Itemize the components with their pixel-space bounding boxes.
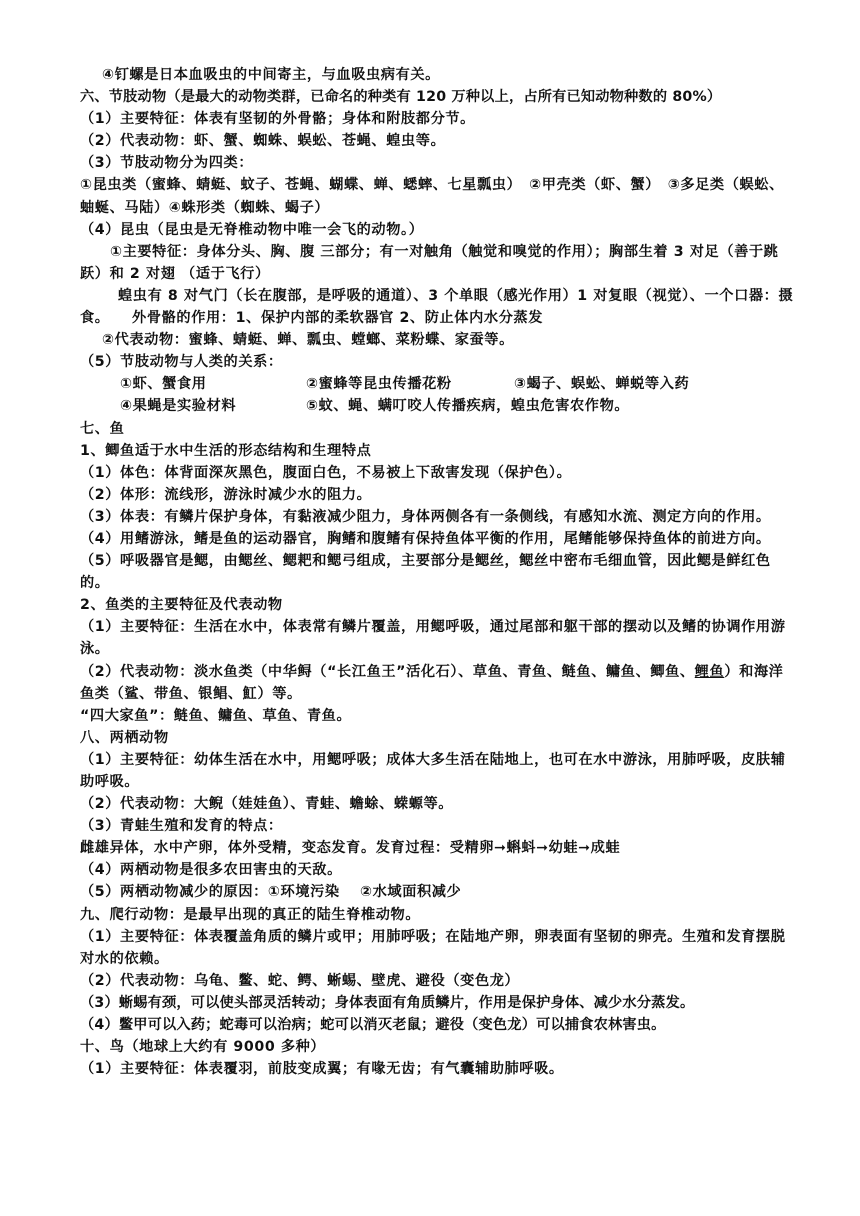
text-paragraph: （1）主要特征：体表覆盖角质的鳞片或甲；用肺呼吸；在陆地产卵，卵表面有坚韧的卵壳。生殖和发育摆脱对水的依赖。 bbox=[80, 928, 786, 967]
text-line: （2）体形：流线形，游泳时减少水的阻力。 bbox=[80, 486, 372, 503]
text-line: （3）节肢动物分为四类： bbox=[80, 155, 254, 172]
text-line: ②代表动物：蜜蜂、蜻蜓、蝉、瓢虫、螳螂、菜粉蝶、家蚕等。 bbox=[102, 332, 514, 349]
text-line: （1）主要特征：体表有坚韧的外骨骼；身体和附肢都分节。 bbox=[80, 111, 475, 128]
text-line: “四大家鱼”：鲢鱼、鳙鱼、草鱼、青鱼。 bbox=[80, 707, 352, 724]
text-paragraph bbox=[80, 661, 798, 705]
text-line: （4）昆虫（昆虫是无脊椎动物中唯一会飞的动物。） bbox=[80, 221, 424, 238]
section-heading-birds: 十、鸟（地球上大约有 9000 多种） bbox=[80, 1039, 326, 1056]
text-paragraph: （1）主要特征：生活在水中，体表常有鳞片覆盖，用鳃呼吸，通过尾部和躯干部的摆动以及鳍的协调作用游泳。 bbox=[80, 619, 786, 658]
section-heading-fish: 七、鱼 bbox=[80, 420, 125, 437]
section-heading-reptiles: 九、爬行动物：是最早出现的真正的陆生脊椎动物。 bbox=[80, 906, 421, 923]
text-paragraph: ①主要特征：身体分头、胸、腹 三部分；有一对触角（触觉和嗅觉的作用）；胸部生着 3 对足（善于跳跃）和 2 对翅 （适于飞行） bbox=[80, 243, 779, 282]
relation-item: ③蝎子、蜈蚣、蝉蜕等入药 bbox=[514, 376, 690, 393]
text-line: （1）体色：体背面深灰黑色，腹面白色，不易被上下敌害发现（保护色）。 bbox=[80, 464, 572, 481]
text-paragraph: ①昆虫类（蜜蜂、蜻蜓、蚊子、苍蝇、蝴蝶、蝉、蟋蟀、七星瓢虫） ②甲壳类（虾、蟹） ③多足类（蜈蚣、蚰蜒、马陆）④蛛形类（蜘蛛、蝎子） bbox=[80, 177, 784, 216]
underlined-text: 鲤鱼 bbox=[694, 663, 725, 680]
text-span: ）和海洋鱼类（鲨、带鱼、银鲳、魟）等。 bbox=[80, 663, 784, 702]
text-span: （2）代表动物：淡水鱼类（中华鲟（“长江鱼王”活化石）、草鱼、青鱼、鲢鱼、鳙鱼、鲫鱼、 bbox=[80, 663, 695, 680]
text-line: （3）青蛙生殖和发育的特点： bbox=[80, 818, 283, 835]
subheading: 2、鱼类的主要特征及代表动物 bbox=[80, 597, 283, 614]
text-line: （2）代表动物：大鲵（娃娃鱼）、青蛙、蟾蜍、蝾螈等。 bbox=[80, 796, 454, 813]
text-paragraph: （3）体表：有鳞片保护身体，有黏液减少阻力，身体两侧各有一条侧线，有感知水流、测定方向的作用。 bbox=[80, 508, 771, 525]
text-paragraph: （1）主要特征：幼体生活在水中，用鳃呼吸；成体大多生活在陆地上，也可在水中游泳，用肺呼吸，皮肤辅助呼吸。 bbox=[80, 751, 786, 790]
text-line: （2）代表动物：乌龟、鳖、蛇、鳄、蜥蜴、壁虎、避役（变色龙） bbox=[80, 972, 520, 989]
relation-item: ①虾、蟹食用 bbox=[120, 376, 207, 393]
relation-row-2 bbox=[80, 395, 798, 417]
text-line: （4）两栖动物是很多农田害虫的天敌。 bbox=[80, 862, 342, 879]
relation-item: ②蜜蜂等昆虫传播花粉 bbox=[306, 376, 452, 393]
text-paragraph: 蝗虫有 8 对气门（长在腹部，是呼吸的通道）、3 个单眼（感光作用）1 对复眼（视觉）、一个口器：摄食。 外骨骼的作用：1、保护内部的柔软器官 2、防止体内水分蒸发 bbox=[80, 287, 794, 327]
text-line: 雌雄异体，水中产卵，体外受精，变态发育。发育过程：受精卵➞蝌蚪➞幼蛙➞成蛙 bbox=[80, 840, 621, 857]
subheading: 1、鲫鱼适于水中生活的形态结构和生理特点 bbox=[80, 442, 372, 459]
text-line: （1）主要特征：体表覆羽，前肢变成翼；有喙无齿；有气囊辅助肺呼吸。 bbox=[80, 1061, 564, 1078]
relation-item: ⑤蚊、蝇、螨叮咬人传播疾病，蝗虫危害农作物。 bbox=[306, 398, 630, 415]
text-paragraph: （4）用鳍游泳，鳍是鱼的运动器官，胸鳍和腹鳍有保持鱼体平衡的作用，尾鳍能够保持鱼体的前进方向。 bbox=[80, 530, 771, 547]
document-page bbox=[80, 64, 798, 1080]
text-line: （2）代表动物：虾、蟹、蜘蛛、蜈蚣、苍蝇、蝗虫等。 bbox=[80, 133, 446, 150]
text-line: （4）鳖甲可以入药；蛇毒可以治病；蛇可以消灭老鼠；避役（变色龙）可以捕食农林害虫。 bbox=[80, 1017, 666, 1034]
text-paragraph: （5）呼吸器官是鳃，由鳃丝、鳃耙和鳃弓组成，主要部分是鳃丝，鳃丝中密布毛细血管，因此鳃是鲜红色的。 bbox=[80, 553, 771, 592]
text-line: （5）两栖动物减少的原因：①环境污染 ②水域面积减少 bbox=[80, 884, 462, 901]
text-line: （5）节肢动物与人类的关系： bbox=[80, 354, 283, 371]
text-line: ④钉螺是日本血吸虫的中间寄主，与血吸虫病有关。 bbox=[102, 67, 440, 83]
section-heading-amphibians: 八、两栖动物 bbox=[80, 729, 169, 746]
relation-row-1 bbox=[80, 373, 798, 395]
section-heading-arthropods: 六、节肢动物（是最大的动物类群，已命名的种类有 120 万种以上，占所有已知动物种数的 80%） bbox=[80, 89, 722, 106]
relation-item: ④果蝇是实验材料 bbox=[120, 398, 237, 415]
text-line: （3）蜥蜴有颈，可以使头部灵活转动；身体表面有角质鳞片，作用是保护身体、减少水分蒸发。 bbox=[80, 994, 695, 1011]
